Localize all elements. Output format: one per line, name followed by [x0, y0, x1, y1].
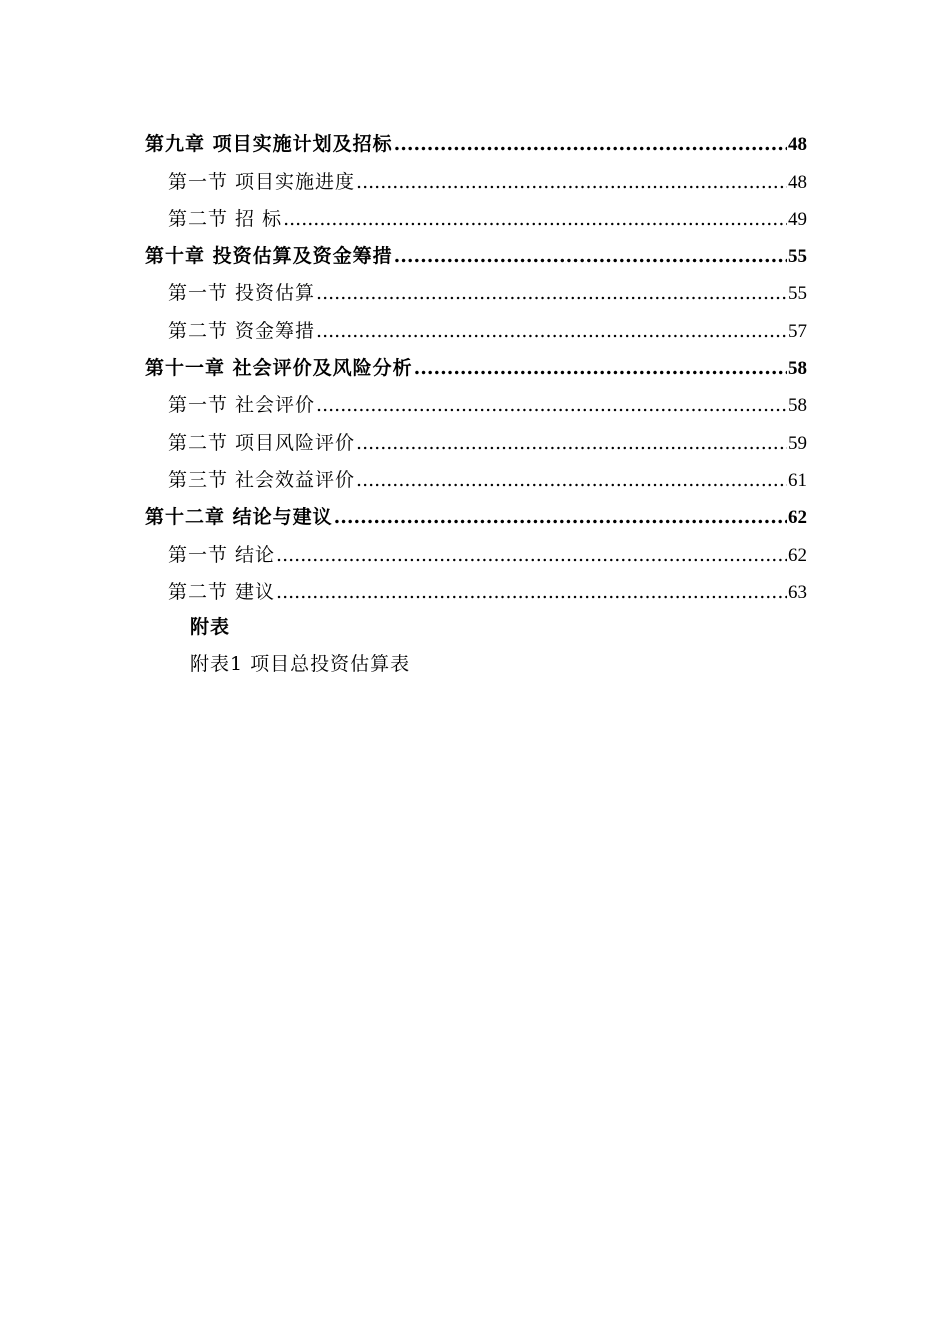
- toc-entry-title: 第一节 项目实施进度: [168, 170, 356, 193]
- dot-leader: [356, 471, 787, 490]
- toc-entry-title: 第十一章 社会评价及风险分析: [145, 357, 413, 380]
- dot-leader: [394, 247, 787, 266]
- toc-section-10-1[interactable]: [145, 266, 807, 303]
- dot-leader: [356, 434, 787, 453]
- dot-leader: [316, 284, 787, 303]
- toc-section-11-1[interactable]: [145, 378, 807, 415]
- toc-entry-title: 第十二章 结论与建议: [145, 506, 333, 529]
- dot-leader: [414, 359, 787, 378]
- toc-chapter-11[interactable]: [145, 341, 807, 378]
- toc-entry-title: 第三节 社会效益评价: [168, 468, 356, 491]
- dot-leader: [283, 210, 787, 229]
- toc-page-number: 55: [788, 246, 807, 268]
- toc-section-11-2[interactable]: [145, 415, 807, 452]
- toc-page-number: 61: [788, 469, 807, 491]
- dot-leader: [334, 508, 787, 527]
- toc-page-number: 62: [788, 507, 807, 529]
- appendix-heading: 附表: [190, 616, 231, 639]
- table-of-contents: [145, 117, 807, 676]
- dot-leader: [316, 322, 787, 341]
- toc-page-number: 48: [788, 134, 807, 156]
- toc-entry-title: 第一节 结论: [168, 543, 276, 566]
- toc-entry-title: 第九章 项目实施计划及招标: [145, 133, 393, 156]
- toc-page-number: 59: [788, 432, 807, 454]
- toc-chapter-12[interactable]: [145, 490, 807, 527]
- toc-section-9-1[interactable]: [145, 154, 807, 191]
- toc-page-number: 58: [788, 395, 807, 417]
- toc-entry-title: 第二节 资金筹措: [168, 319, 316, 342]
- toc-section-9-2[interactable]: [145, 192, 807, 229]
- toc-page-number: 49: [788, 208, 807, 230]
- dot-leader: [276, 546, 787, 565]
- dot-leader: [394, 135, 787, 154]
- toc-section-11-3[interactable]: [145, 453, 807, 490]
- appendix-item[interactable]: 附表1 项目总投资估算表: [190, 653, 411, 676]
- toc-page-number: 48: [788, 171, 807, 193]
- toc-chapter-10[interactable]: [145, 229, 807, 266]
- toc-page-number: 63: [788, 581, 807, 603]
- dot-leader: [356, 173, 787, 192]
- toc-entry-title: 第二节 建议: [168, 580, 276, 603]
- toc-page-number: 57: [788, 320, 807, 342]
- dot-leader: [276, 583, 787, 602]
- toc-section-10-2[interactable]: [145, 303, 807, 340]
- toc-page-number: 58: [788, 358, 807, 380]
- toc-section-12-1[interactable]: [145, 527, 807, 564]
- toc-page-number: 55: [788, 283, 807, 305]
- toc-section-12-2[interactable]: [145, 565, 807, 602]
- toc-entry-title: 第二节 招 标: [168, 207, 283, 230]
- dot-leader: [316, 396, 787, 415]
- toc-entry-title: 第一节 社会评价: [168, 394, 316, 417]
- toc-chapter-9[interactable]: [145, 117, 807, 154]
- toc-page-number: 62: [788, 544, 807, 566]
- toc-entry-title: 第一节 投资估算: [168, 282, 316, 305]
- toc-entry-title: 第二节 项目风险评价: [168, 431, 356, 454]
- toc-entry-title: 第十章 投资估算及资金筹措: [145, 245, 393, 268]
